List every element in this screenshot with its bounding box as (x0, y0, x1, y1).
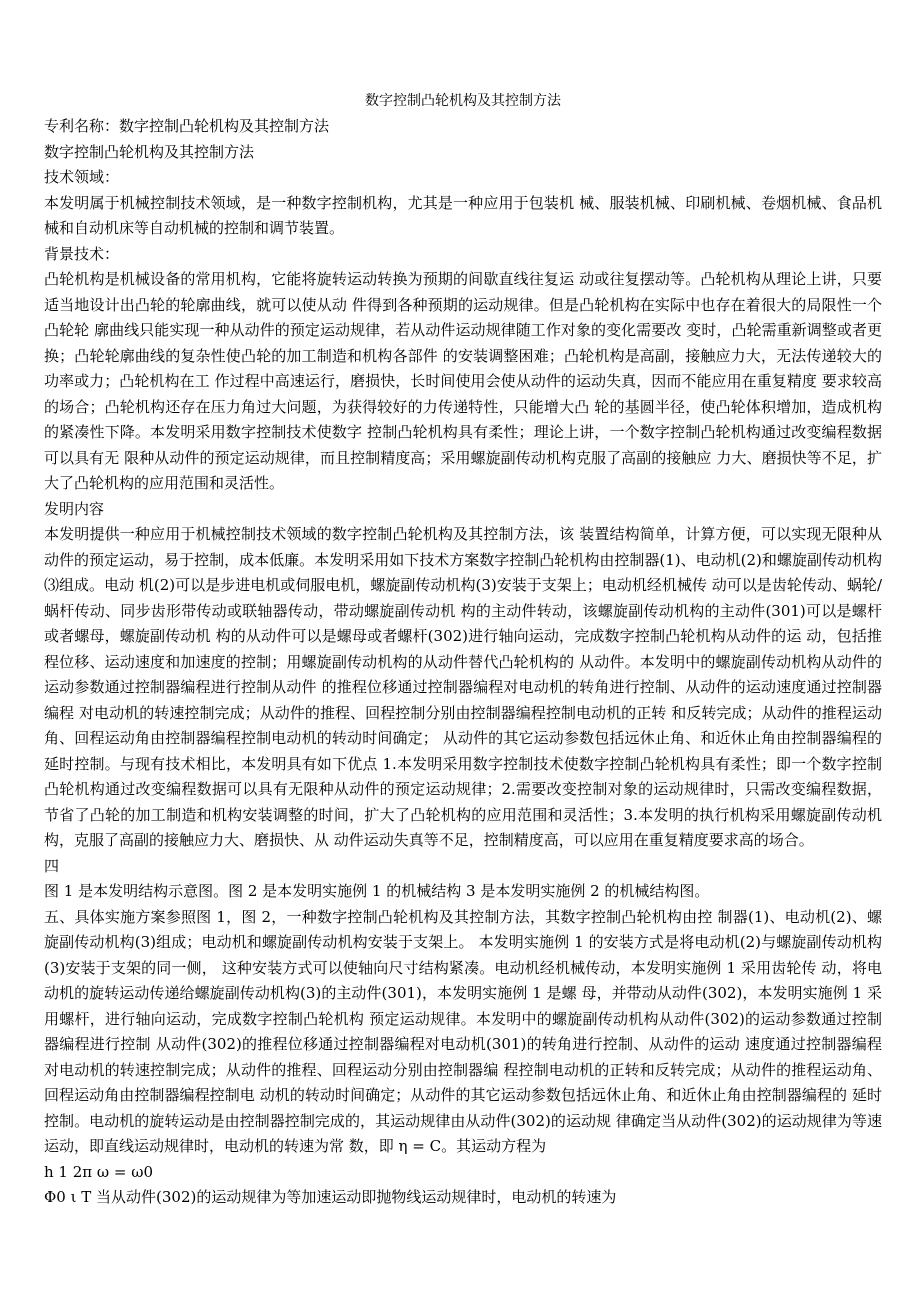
subtitle-line: 数字控制凸轮机构及其控制方法 (44, 142, 255, 161)
equation-line-2: Φ0 ι T 当从动件(302)的运动规律为等加速运动即抛物线运动规律时，电动机的转速为 (44, 1188, 617, 1206)
section-heading-background: 背景技术： (44, 244, 120, 263)
document-page (44, 88, 882, 1211)
paragraph-invention: 本发明提供一种应用于机械控制技术领域的数字控制凸轮机构及其控制方法，该 装置结构简单，计算方便，可以实现无限种从动件的预定运动，易于控制，成本低廉。本发明采用如下技术方案数字控制凸轮机构由控制器(1)、电动机(2)和螺旋副传动机构⑶组成。电动 机(2)可以是步进电机或伺服电机，螺旋副传动机构(3)安装于支架上；电动机经机械传 动可以是齿轮传动、蜗轮/蜗杆传动、同步齿形带传动或联轴器传动，带动螺旋副传动机 构的主动件转动，该螺旋副传动机构的主动件(301)可以是螺杆或者螺母，螺旋副传动机 构的从动件可以是螺母或者螺杆(302)进行轴向运动，完成数字控制凸轮机构从动件的运 动，包括推程位移、运动速度和加速度的控制；用螺旋副传动机构的从动件替代凸轮机构的 从动件。本发明中的螺旋副传动机构从动件的运动参数通过控制器编程进行控制从动件 的推程位移通过控制器编程对电动机的转角进行控制、从动件的运动速度通过控制器编程 对电动机的转速控制完成；从动件的推程、回程控制分别由控制器编程控制电动机的正转 和反转完成；从动件的推程运动角、回程运动角由控制器编程控制电动机的转动时间确定； 从动件的其它运动参数包括远休止角、和近休止角由控制器编程的延时控制。与现有技术相比，本发明具有如下优点 1.本发明采用数字控制技术使数字控制凸轮机构具有柔性；即一个数字控制凸轮机构通过改变编程数据可以具有无限种从动件的预定运动规律；2.需要改变控制对象的运动规律时，只需改变编程数据，节省了凸轮的加工制造和机构安装调整的时间，扩大了凸轮机构的应用范围和灵活性；3.本发明的执行机构采用螺旋副传动机构，克服了高副的接触应力大、磨损快、从 动件运动失真等不足，控制精度高，可以应用在重复精度要求高的场合。 (44, 525, 882, 849)
section-heading-technical-field: 技术领域： (44, 168, 120, 186)
patent-name-line: 专利名称：数字控制凸轮机构及其控制方法 (44, 117, 330, 135)
paragraph-technical-field: 本发明属于机械控制技术领域，是一种数字控制机构，尤其是一种应用于包装机 械、服装机械、印刷机械、卷烟机械、食品机械和自动机床等自动机械的控制和调节装置。 (44, 193, 882, 237)
paragraph-background: 凸轮机构是机械设备的常用机构，它能将旋转运动转换为预期的间歇直线往复运 动或往复摆动等。凸轮机构从理论上讲，只要适当地设计出凸轮的轮廓曲线，就可以使从动 件得到各种预期的运动规律。但是凸轮机构在实际中也存在着很大的局限性一个凸轮轮 廓曲线只能实现一种从动件的预定运动规律，若从动件运动规律随工作对象的变化需要改 变时，凸轮需重新调整或者更换；凸轮轮廓曲线的复杂性使凸轮的加工制造和机构各部件 的安装调整困难；凸轮机构是高副，接触应力大，无法传递较大的功率或力；凸轮机构在工 作过程中高速运行，磨损快，长时间使用会使从动件的运动失真，因而不能应用在重复精度 要求较高的场合；凸轮机构还存在压力角过大问题，为获得较好的力传递特性，只能增大凸 轮的基圆半径，使凸轮体积增加，造成机构的紧凑性下降。本发明采用数字控制技术使数字 控制凸轮机构具有柔性；理论上讲，一个数字控制凸轮机构通过改变编程数据可以具有无 限种从动件的预定运动规律，而且控制精度高；采用螺旋副传动机构克服了高副的接触应 力大、磨损快等不足，扩大了凸轮机构的应用范围和灵活性。 (44, 270, 882, 492)
equation-line-1: h 1 2π ω = ω0 (44, 1162, 154, 1181)
paragraph-embodiment: 五、具体实施方案参照图 1，图 2，一种数字控制凸轮机构及其控制方法，其数字控制凸轮机构由控 制器(1)、电动机(2)、螺旋副传动机构(3)组成；电动机和螺旋副传动机构安装于支架上。 本发明实施例 1 的安装方式是将电动机(2)与螺旋副传动机构(3)安装于支架的同一侧， 这种安装方式可以使轴向尺寸结构紧凑。电动机经机械传动，本发明实施例 1 采用齿轮传 动，将电动机的旋转运动传递给螺旋副传动机构(3)的主动件(301)，本发明实施例 1 是螺 母，并带动从动件(302)，本发明实施例 1 采用螺杆，进行轴向运动，完成数字控制凸轮机构 预定运动规律。本发明中的螺旋副传动机构从动件(302)的运动参数通过控制器编程进行控制 从动件(302)的推程位移通过控制器编程对电动机(301)的转角进行控制、从动件的运动 速度通过控制器编程对电动机的转速控制完成；从动件的推程、回程运动分别由控制器编 程控制电动机的正转和反转完成；从动件的推程运动角、回程运动角由控制器编程控制电 动机的转动时间确定；从动件的其它运动参数包括远休止角、和近休止角由控制器编程的 延时控制。电动机的旋转运动是由控制器控制完成的，其运动规律由从动件(302)的运动规 律确定当从动件(302)的运动规律为等速运动，即直线运动规律时，电动机的转速为常 数，即 η = C。其运动方程为 (44, 907, 882, 1155)
section-heading-invention: 发明内容 (44, 499, 105, 518)
section-heading-four: 四 (44, 856, 60, 875)
document-title: 数字控制凸轮机构及其控制方法 (365, 93, 561, 109)
paragraph-figures: 图 1 是本发明结构示意图。图 2 是本发明实施例 1 的机械结构 3 是本发明实施例 2 的机械结构图。 (44, 882, 710, 900)
